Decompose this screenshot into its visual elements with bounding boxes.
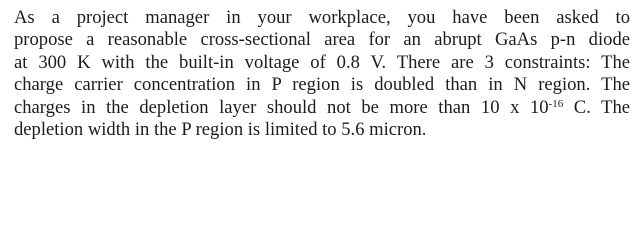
paragraph-line-6: depletion width in the P region is limited to 5.6 micron. xyxy=(14,118,427,140)
paragraph-line-4: charge carrier concentration in P region is doubled than in N region. The xyxy=(14,74,630,96)
paragraph-line-5-text: charges in the depletion layer should not be more than 10 x 10 xyxy=(14,96,549,118)
paragraph-line-2: propose a reasonable cross-sectional area for an abrupt GaAs p-n diode xyxy=(14,29,630,51)
paragraph-line-5-tail: C. The xyxy=(563,96,631,118)
problem-paragraph xyxy=(14,7,630,141)
paragraph-line-3: at 300 K with the built-in voltage of 0.8 V. There are 3 constraints: The xyxy=(14,51,630,73)
paragraph-line-5 xyxy=(14,97,630,119)
paragraph-line-1: As a project manager in your workplace, you have been asked to xyxy=(14,7,630,28)
exponent: -16 xyxy=(548,97,564,110)
